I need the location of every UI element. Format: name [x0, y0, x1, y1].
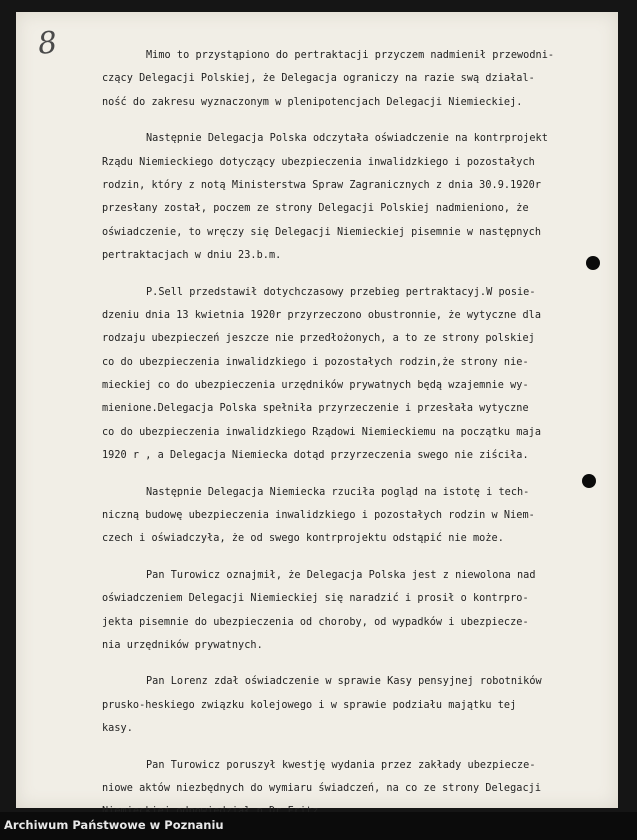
text-line: niczną budowę ubezpieczenia inwalidzkiego i pozostałych rodzin w Niem-: [102, 510, 535, 522]
text-line: mienione.Delegacja Polska spełniła przyrzeczenie i przesłała wytyczne: [102, 403, 529, 415]
text-line: prusko-heskiego związku kolejowego i w sprawie podziału majątku tej: [102, 699, 517, 711]
text-line: co do ubezpieczenia inwalidzkiego i pozostałych rodzin,że strony nie-: [102, 356, 529, 368]
paragraph: [102, 670, 602, 740]
text-line: co do ubezpieczenia inwalidzkiego Rządowi Niemieckiemu na początku maja: [102, 426, 542, 438]
archive-name-label: Archiwum Państwowe w Poznaniu: [4, 818, 224, 832]
text-line: Pan Turowicz oznajmił, że Delegacja Polska jest z niewolona nad: [146, 569, 536, 581]
text-line: oświadczeniem Delegacji Niemieckiej się naradzić i prosił o kontrpro-: [102, 593, 529, 605]
text-line: Rządu Niemieckiego dotyczący ubezpieczenia inwalidzkiego i pozostałych: [102, 156, 535, 168]
text-line: oświadczenie, to wręczy się Delegacji Niemieckiej pisemnie w następnych: [102, 226, 542, 238]
text-line: jekta pisemnie do ubezpieczenia od choroby, od wypadków i ubezpiecze-: [102, 616, 529, 628]
text-line: przesłany został, poczem ze strony Delegacji Polskiej nadmieniono, że: [102, 203, 529, 215]
paragraph: [102, 281, 602, 468]
typed-text-body: [102, 44, 602, 837]
text-line: czech i oświadczyła, że od swego kontrprojektu odstąpić nie może.: [102, 533, 504, 545]
text-line: 1920 r , a Delegacja Niemiecka dotąd przyrzeczenia swego nie ziściła.: [102, 450, 529, 462]
punch-hole: [586, 256, 600, 270]
text-line: kasy.: [102, 723, 133, 735]
text-line: Pan Lorenz zdał oświadczenie w sprawie Kasy pensyjnej robotników: [146, 676, 542, 688]
text-line: pertraktacjach w dniu 23.b.m.: [102, 250, 282, 262]
text-line: mieckiej co do ubezpieczenia urzędników prywatnych będą wzajemnie wy-: [102, 380, 529, 392]
text-line: P.Sell przedstawił dotychczasowy przebieg pertraktacyj.W posie-: [146, 286, 536, 298]
punch-hole: [582, 474, 596, 488]
text-line: nia urzędników prywatnych.: [102, 639, 263, 651]
text-line: rodzin, który z notą Ministerstwa Spraw Zagranicznych z dnia 30.9.1920r: [102, 179, 542, 191]
text-line: czący Delegacji Polskiej, że Delegacja ograniczy na razie swą działal-: [102, 73, 535, 85]
text-line: Mimo to przystąpiono do pertraktacji przyczem nadmienił przewodni-: [146, 50, 555, 61]
paragraph: [102, 564, 602, 658]
paragraph: [102, 127, 602, 267]
text-line: dzeniu dnia 13 kwietnia 1920r przyrzeczono obustronnie, że wytyczne dla: [102, 309, 542, 321]
text-line: rodzaju ubezpieczeń jeszcze nie przedłożonych, a to ze strony polskiej: [102, 333, 535, 345]
archive-footer-bar: [0, 812, 637, 840]
handwritten-page-number: 8: [36, 25, 59, 62]
text-line: niowe aktów niezbędnych do wymiaru świadczeń, na co ze strony Delegacji: [102, 782, 542, 794]
text-line: Następnie Delegacja Polska odczytała oświadczenie na kontrprojekt: [146, 133, 548, 145]
text-line: Następnie Delegacja Niemiecka rzuciła pogląd na istotę i tech-: [146, 486, 530, 498]
text-line: ność do zakresu wyznaczonym w plenipotencjach Delegacji Niemieckiej.: [102, 96, 523, 108]
paragraph: [102, 44, 602, 114]
paragraph: [102, 481, 602, 551]
text-line: Pan Turowicz poruszył kwestję wydania przez zakłady ubezpiecze-: [146, 759, 536, 771]
